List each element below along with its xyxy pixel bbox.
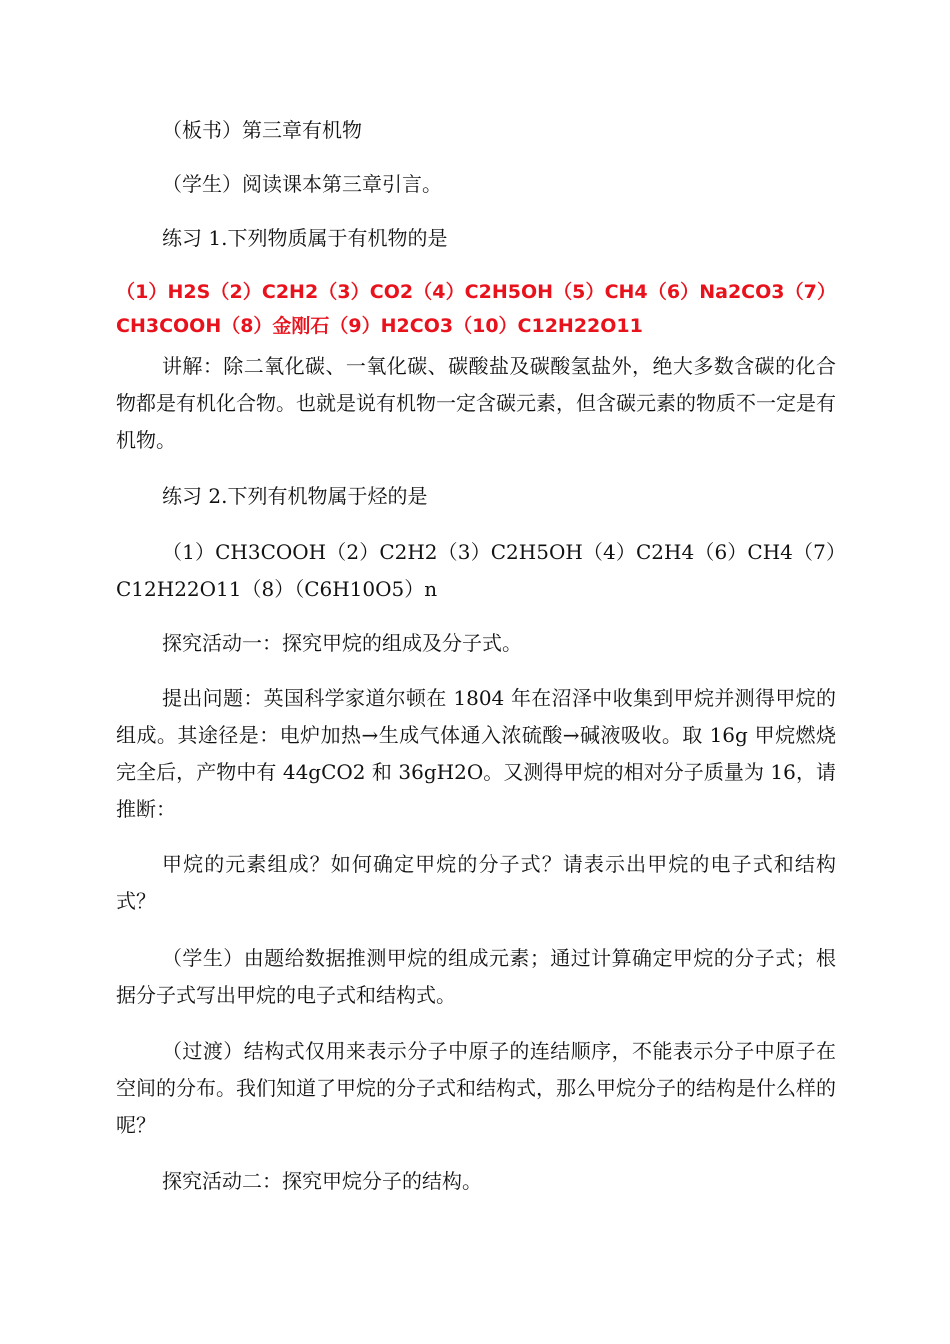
paragraph-exercise-1-options: （1）H2S（2）C2H2（3）CO2（4）C2H5OH（5）CH4（6）Na2CO3（7）CH3COOH（8）金刚石（9）H2CO3（10）C12H22O11 [116, 281, 836, 337]
paragraph-blackboard-heading: （板书）第三章有机物 [162, 118, 362, 142]
paragraph-transition: （过渡）结构式仅用来表示分子中原子的连结顺序，不能表示分子中原子在空间的分布。我们知道了甲烷的分子式和结构式，那么甲烷分子的结构是什么样的呢？ [116, 1039, 836, 1137]
paragraph-student-reading: （学生）阅读课本第三章引言。 [162, 172, 442, 196]
paragraph-exercise-2: 练习 2.下列有机物属于烃的是 [162, 484, 428, 508]
paragraph-explanation: 讲解：除二氧化碳、一氧化碳、碳酸盐及碳酸氢盐外，绝大多数含碳的化合物都是有机化合物。也就是说有机物一定含碳元素，但含碳元素的物质不一定是有机物。 [116, 354, 836, 452]
paragraph-question: 提出问题：英国科学家道尔顿在 1804 年在沼泽中收集到甲烷并测得甲烷的组成。其途径是：电炉加热→生成气体通入浓硫酸→碱液吸收。取 16g 甲烷燃烧完全后，产物中有 44gCO2 和 36gH2O。又测得甲烷的相对分子质量为 16，请推断： [116, 686, 836, 821]
paragraph-exercise-1: 练习 1.下列物质属于有机物的是 [162, 226, 448, 250]
paragraph-activity-1: 探究活动一：探究甲烷的组成及分子式。 [162, 631, 522, 655]
paragraph-activity-2: 探究活动二：探究甲烷分子的结构。 [162, 1169, 482, 1193]
paragraph-inference-questions: 甲烷的元素组成？如何确定甲烷的分子式？请表示出甲烷的电子式和结构式？ [116, 852, 836, 913]
paragraph-exercise-2-options: （1）CH3COOH（2）C2H2（3）C2H5OH（4）C2H4（6）CH4（7）C12H22O11（8）（C6H10O5）n [116, 540, 836, 601]
paragraph-student-derivation: （学生）由题给数据推测甲烷的组成元素；通过计算确定甲烷的分子式；根据分子式写出甲烷的电子式和结构式。 [116, 946, 836, 1007]
